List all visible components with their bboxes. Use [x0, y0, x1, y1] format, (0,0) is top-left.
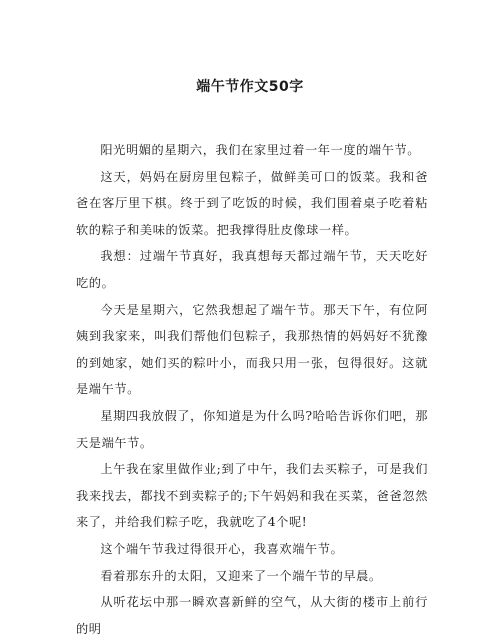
paragraph: 阳光明媚的星期六，我们在家里过着一年一度的端午节。: [100, 143, 421, 157]
paragraph: 今天是星期六，它然我想起了端午节。那天下午，有位阿姨到我家来，叫我们帮他们包粽子，我那热情的妈妈好不犹豫的到她家，她们买的粽叶小，而我只用一张，包得很好。这就是端午节。: [76, 302, 428, 397]
paragraph: 这天，妈妈在厨房里包粽子，做鲜美可口的饭菜。我和爸爸在客厅里下棋。终于到了吃饭的时候，我们围着桌子吃着粘软的粽子和美味的饭菜。把我撑得肚皮像球一样。: [76, 169, 428, 237]
document-title: 端午节作文50字: [196, 79, 304, 95]
paragraph: 这个端午节我过得很开心，我喜欢端午节。: [100, 541, 344, 556]
paragraph: 上午我在家里做作业;到了中午，我们去买粽子，可是我们我来找去，都找不到卖粽子的;下午妈妈和我在买菜，爸爸忽然来了，并给我们粽子吃，我就吃了4个呢!: [76, 462, 428, 530]
paragraph: 星期四我放假了，你知道是为什么吗?哈哈告诉你们吧，那天是端午节。: [76, 408, 428, 450]
paragraph: 从听花坛中那一瞬欢喜新鲜的空气，从大街的楼市上前行的明: [76, 595, 428, 636]
paragraph: 看着那东升的太阳，又迎来了一个端午节的早晨。: [100, 568, 382, 583]
paragraph: 我想：过端午节真好，我真想每天都过端午节，天天吃好吃的。: [76, 249, 428, 290]
document-body: [76, 137, 428, 642]
